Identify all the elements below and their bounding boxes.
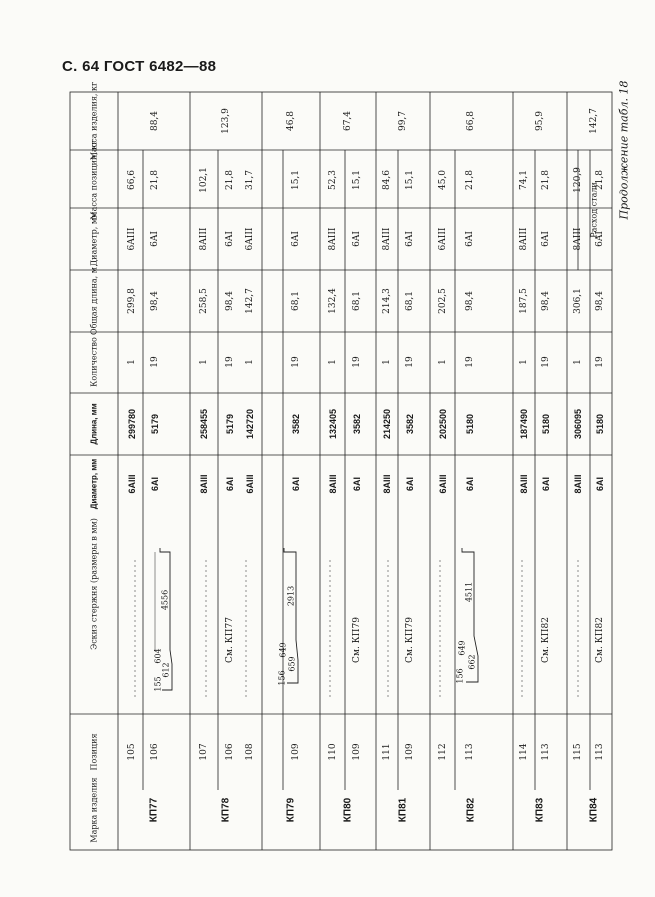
cell-position: 105: [126, 743, 137, 761]
dim-kp79-d: 156: [277, 670, 287, 686]
dim-kp77-b: 604: [153, 648, 163, 664]
dim-kp79-c: 659: [287, 656, 297, 672]
cell-position: 109: [351, 743, 362, 761]
cell-length: 299780: [126, 408, 137, 440]
cell-position: 110: [327, 743, 338, 761]
cell-mass-item: 142,7: [588, 108, 599, 134]
cell-length: 5180: [540, 413, 551, 435]
cell-diameter: 6AIII: [126, 474, 137, 494]
page-title: С. 64 ГОСТ 6482—88: [62, 58, 217, 75]
cell-length: 5180: [464, 413, 475, 435]
cell-mass-item: 67,4: [342, 110, 353, 132]
cell-mass-item: 66,8: [465, 110, 476, 132]
dim-kp82-c: 662: [467, 654, 477, 670]
cell-total: 299,8: [126, 288, 137, 314]
cell-quantity: 1: [126, 359, 137, 365]
cell-length: 142720: [244, 408, 255, 440]
cell-sketch: См. КП79: [351, 617, 362, 663]
cell-mass-item: 99,7: [397, 110, 408, 132]
cell-length: 3582: [351, 413, 362, 435]
cell-length: 3582: [290, 413, 301, 435]
cell-diameter: 8AIII: [518, 474, 529, 494]
cell-total: 68,1: [404, 290, 415, 312]
cell-diameter: 8AIII: [381, 474, 392, 494]
cell-diameter: 6AI: [540, 476, 551, 492]
cell-position: 113: [594, 743, 605, 761]
cell-sdiam: 8AIII: [518, 227, 529, 251]
cell-quantity: 1: [572, 359, 583, 365]
cell-quantity: 1: [244, 359, 255, 365]
cell-quantity: 19: [464, 356, 475, 368]
cell-mass-pos: 31,7: [244, 169, 255, 191]
cell-quantity: 1: [518, 359, 529, 365]
cell-sdiam: 6AI: [224, 231, 235, 247]
cell-marka: КП77: [148, 797, 160, 823]
cell-length: 187490: [518, 408, 529, 440]
cell-total: 98,4: [540, 290, 551, 312]
cell-total: 68,1: [351, 290, 362, 312]
dim-kp82-b: 649: [457, 640, 467, 656]
cell-quantity: 19: [290, 356, 301, 368]
cell-length: 5179: [224, 413, 235, 435]
cell-sdiam: 6AI: [351, 231, 362, 247]
cell-mass-pos: 84,6: [381, 169, 392, 191]
cell-quantity: 19: [351, 356, 362, 368]
cell-position: 113: [540, 743, 551, 761]
cell-diameter: 6AI: [149, 476, 160, 492]
cell-marka: КП81: [397, 797, 409, 823]
cell-mass-pos: 21,8: [540, 169, 551, 191]
cell-mass-item: 88,4: [149, 110, 160, 132]
cell-length: 3582: [404, 413, 415, 435]
cell-mass-pos: 15,1: [404, 169, 415, 191]
cell-total: 132,4: [327, 288, 338, 314]
dim-kp82-a: 4511: [464, 581, 474, 603]
cell-total: 98,4: [594, 290, 605, 312]
cell-length: 214250: [381, 408, 392, 440]
cell-sketch: См. КП77: [224, 617, 235, 663]
cell-total: 306,1: [572, 288, 583, 314]
cell-sdiam: 8AIII: [572, 227, 583, 251]
cell-diameter: 6AI: [594, 476, 605, 492]
cell-sdiam: 6AI: [594, 231, 605, 247]
cell-sdiam: 6AIII: [244, 227, 255, 251]
cell-diameter: 8AIII: [327, 474, 338, 494]
cell-position: 111: [381, 743, 392, 761]
dim-kp77-d: 155: [153, 676, 163, 692]
cell-sdiam: 6AI: [404, 231, 415, 247]
cell-mass-item: 95,9: [534, 110, 545, 132]
cell-mass-pos: 102,1: [198, 167, 209, 193]
cell-sdiam: 6AI: [464, 231, 475, 247]
header-steel-group: Расход стали: [589, 182, 599, 238]
cell-length: 258455: [198, 408, 209, 440]
cell-mass-pos: 45,0: [437, 169, 448, 191]
cell-quantity: 1: [198, 359, 209, 365]
cell-marka: КП78: [220, 797, 232, 823]
cell-diameter: 8AIII: [572, 474, 583, 494]
cell-mass-pos: 66,6: [126, 169, 137, 191]
header-marka: Марка изделия: [89, 777, 99, 843]
cell-position: 108: [244, 743, 255, 761]
header-diameter: Диаметр, мм: [89, 458, 99, 510]
dim-kp79-a: 2913: [286, 585, 296, 607]
header-quantity: Количество: [89, 337, 99, 387]
cell-diameter: 6AI: [351, 476, 362, 492]
cell-marka: КП79: [285, 797, 297, 823]
cell-quantity: 19: [594, 356, 605, 368]
cell-quantity: 19: [540, 356, 551, 368]
header-length: Длина, мм: [89, 403, 99, 445]
cell-diameter: 6AIII: [244, 474, 255, 494]
cell-mass-pos: 120,9: [572, 167, 583, 193]
dim-kp77-a: 4556: [160, 589, 170, 611]
cell-diameter: 6AI: [290, 476, 301, 492]
cell-sdiam: 8AIII: [381, 227, 392, 251]
cell-sketch: См. КП82: [540, 617, 551, 663]
cell-length: 5179: [149, 413, 160, 435]
header-position: Позиция: [89, 733, 99, 771]
header-steel-diameter: Диаметр, мм: [89, 211, 99, 267]
cell-diameter: 8AIII: [198, 474, 209, 494]
cell-position: 113: [464, 743, 475, 761]
cell-position: 106: [149, 743, 160, 761]
cell-total: 98,4: [464, 290, 475, 312]
table-caption: Продолжение табл. 18: [617, 80, 631, 220]
cell-total: 68,1: [290, 290, 301, 312]
cell-position: 115: [572, 743, 583, 761]
cell-sdiam: 6AI: [290, 231, 301, 247]
cell-total: 98,4: [224, 290, 235, 312]
cell-position: 112: [437, 743, 448, 761]
cell-position: 109: [290, 743, 301, 761]
cell-length: 132405: [327, 408, 338, 440]
cell-quantity: 19: [224, 356, 235, 368]
cell-total: 258,5: [198, 288, 209, 314]
cell-length: 306095: [572, 408, 583, 440]
cell-mass-pos: 52,3: [327, 169, 338, 191]
cell-sdiam: 8AIII: [198, 227, 209, 251]
header-steel-mass-pos: Масса позиции, кг: [89, 140, 99, 220]
cell-mass-pos: 15,1: [290, 169, 301, 191]
cell-marka: КП83: [534, 797, 546, 823]
header-steel-mass-item: Масса изделия, кг: [89, 81, 99, 161]
header-total-length: Общая длина, м: [89, 267, 99, 335]
cell-position: 106: [224, 743, 235, 761]
cell-diameter: 6AIII: [437, 474, 448, 494]
cell-total: 214,3: [381, 288, 392, 314]
cell-position: 114: [518, 743, 529, 761]
cell-sdiam: 6AIII: [437, 227, 448, 251]
cell-total: 187,5: [518, 288, 529, 314]
cell-mass-pos: 21,8: [224, 169, 235, 191]
header-sketch: Эскиз стержня (размеры в мм): [89, 518, 99, 650]
cell-sdiam: 6AI: [540, 231, 551, 247]
dim-kp79-b: 649: [278, 642, 288, 658]
cell-length: 5180: [594, 413, 605, 435]
cell-sketch: См. КП82: [594, 617, 605, 663]
cell-sdiam: 6AI: [149, 231, 160, 247]
cell-mass-pos: 74,1: [518, 169, 529, 191]
cell-quantity: 1: [437, 359, 448, 365]
cell-quantity: 19: [404, 356, 415, 368]
cell-total: 202,5: [437, 288, 448, 314]
cell-marka: КП82: [465, 797, 477, 823]
cell-quantity: 19: [149, 356, 160, 368]
cell-mass-pos: 21,8: [594, 169, 605, 191]
cell-total: 142,7: [244, 288, 255, 314]
cell-mass-item: 123,9: [220, 108, 231, 134]
cell-quantity: 1: [327, 359, 338, 365]
cell-mass-item: 46,8: [285, 110, 296, 132]
cell-diameter: 6AI: [464, 476, 475, 492]
dim-kp77-c: 612: [161, 662, 171, 678]
dim-kp82-d: 156: [455, 668, 465, 684]
cell-marka: КП80: [342, 797, 354, 823]
cell-sdiam: 8AIII: [327, 227, 338, 251]
cell-diameter: 6AI: [404, 476, 415, 492]
cell-quantity: 1: [381, 359, 392, 365]
cell-sdiam: 6AIII: [126, 227, 137, 251]
cell-mass-pos: 21,8: [149, 169, 160, 191]
cell-position: 109: [404, 743, 415, 761]
cell-position: 107: [198, 743, 209, 761]
cell-total: 98,4: [149, 290, 160, 312]
cell-diameter: 6AI: [224, 476, 235, 492]
cell-sketch: См. КП79: [404, 617, 415, 663]
cell-mass-pos: 21,8: [464, 169, 475, 191]
cell-length: 202500: [437, 408, 448, 440]
cell-mass-pos: 15,1: [351, 169, 362, 191]
cell-marka: КП84: [588, 797, 600, 823]
